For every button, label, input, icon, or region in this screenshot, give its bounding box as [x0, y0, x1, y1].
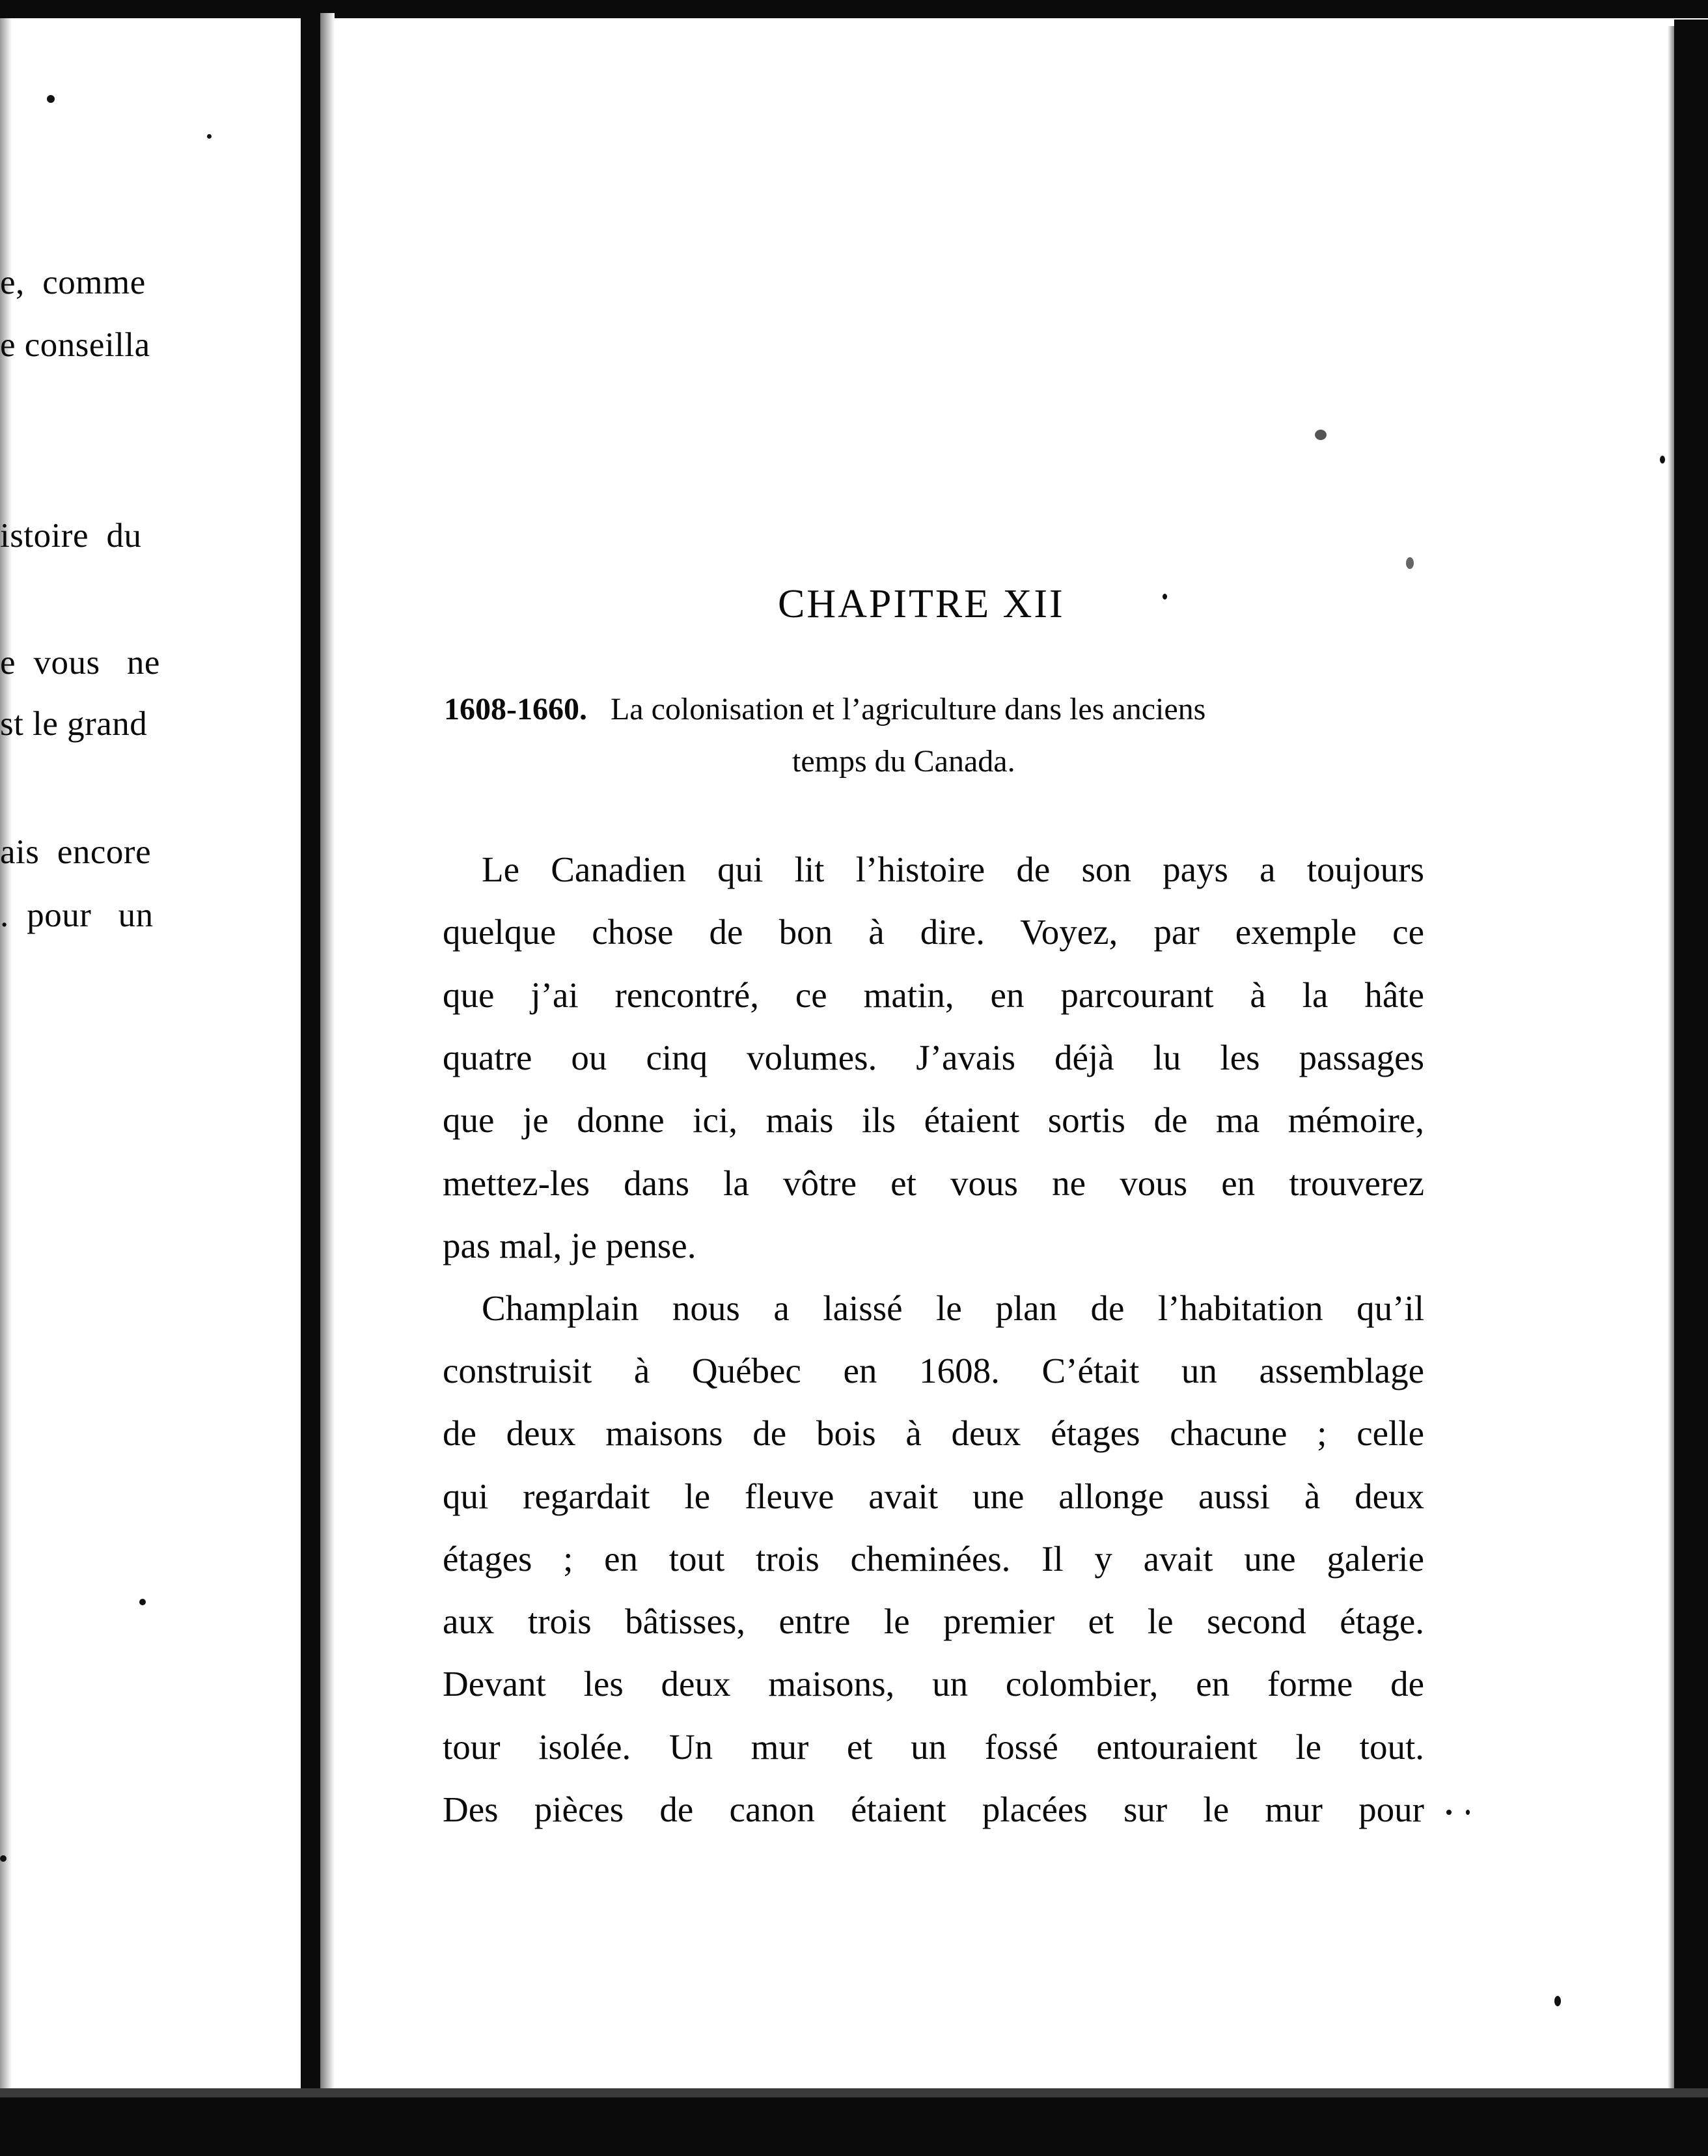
body-text-line: pas mal, je pense. — [443, 1226, 696, 1265]
scan-speck — [47, 95, 55, 103]
scan-speck — [1163, 594, 1167, 600]
body-text-line: étages ; en tout trois cheminées. Il y avait une galerie — [443, 1539, 1424, 1579]
body-text-line: Des pièces de canon étaient placées sur le mur pour — [443, 1790, 1424, 1829]
body-text-line: aux trois bâtisses, entre le premier et le second étage. — [443, 1601, 1424, 1641]
left-page-fragment: e conseilla — [0, 326, 150, 364]
scan-speck — [139, 1599, 146, 1605]
left-page-fragment: . pour un — [0, 896, 154, 934]
scan-speck — [1554, 1996, 1561, 2006]
body-text-line: quelque chose de bon à dire. Voyez, par exemple ce — [443, 912, 1424, 952]
body-text-line: que j’ai rencontré, ce matin, en parcourant à la hâte — [443, 975, 1424, 1015]
chapter-summary-line — [444, 691, 1205, 727]
scan-speck — [1315, 430, 1327, 440]
book-gutter — [301, 0, 320, 2109]
chapter-title: CHAPITRE XII — [778, 582, 1065, 626]
left-page-fragment: e, comme — [0, 264, 146, 301]
body-text-line: de deux maisons de bois à deux étages chacune ; celle — [443, 1413, 1424, 1453]
left-page-fragment: ais encore — [0, 833, 152, 871]
body-text-line: Champlain nous a laissé le plan de l’habitation qu’il — [482, 1288, 1424, 1328]
body-text-line: Devant les deux maisons, un colombier, en forme de — [443, 1664, 1424, 1704]
scan-bottom-border — [0, 2097, 1708, 2156]
gutter-shadow — [320, 13, 335, 2103]
left-page-fragment: istoire du — [0, 517, 142, 555]
scan-right-border — [1674, 20, 1708, 2103]
chapter-summary-text: La colonisation et l’agriculture dans les anciens — [610, 692, 1206, 726]
body-text-line: qui regardait le fleuve avait une allonge aussi à deux — [443, 1476, 1424, 1516]
page-bottom-edge — [0, 2088, 1708, 2097]
body-text-line: que je donne ici, mais ils étaient sortis de ma mémoire, — [443, 1100, 1424, 1140]
body-text-line: quatre ou cinq volumes. J’avais déjà lu les passages — [443, 1038, 1424, 1077]
body-text-line: tour isolée. Un mur et un fossé entouraient le tout. — [443, 1727, 1424, 1767]
scan-speck — [207, 134, 212, 139]
scan-speck — [1446, 1810, 1452, 1815]
scan-speck — [1466, 1810, 1470, 1815]
scan-top-border — [0, 0, 1708, 18]
chapter-date-range: 1608-1660. — [444, 692, 587, 726]
chapter-summary-continuation: temps du Canada. — [792, 744, 1015, 779]
body-text-line: mettez-les dans la vôtre et vous ne vous en trouverez — [443, 1163, 1424, 1203]
scan-speck — [0, 1855, 7, 1862]
left-page-fragment: e vous ne — [0, 644, 160, 682]
body-text-line: construisit à Québec en 1608. C’était un assemblage — [443, 1351, 1424, 1390]
scan-speck — [1406, 557, 1414, 569]
left-page-fragment: st le grand — [0, 705, 148, 743]
scan-speck — [1660, 456, 1665, 463]
body-text-line: Le Canadien qui lit l’histoire de son pays a toujours — [482, 850, 1424, 889]
